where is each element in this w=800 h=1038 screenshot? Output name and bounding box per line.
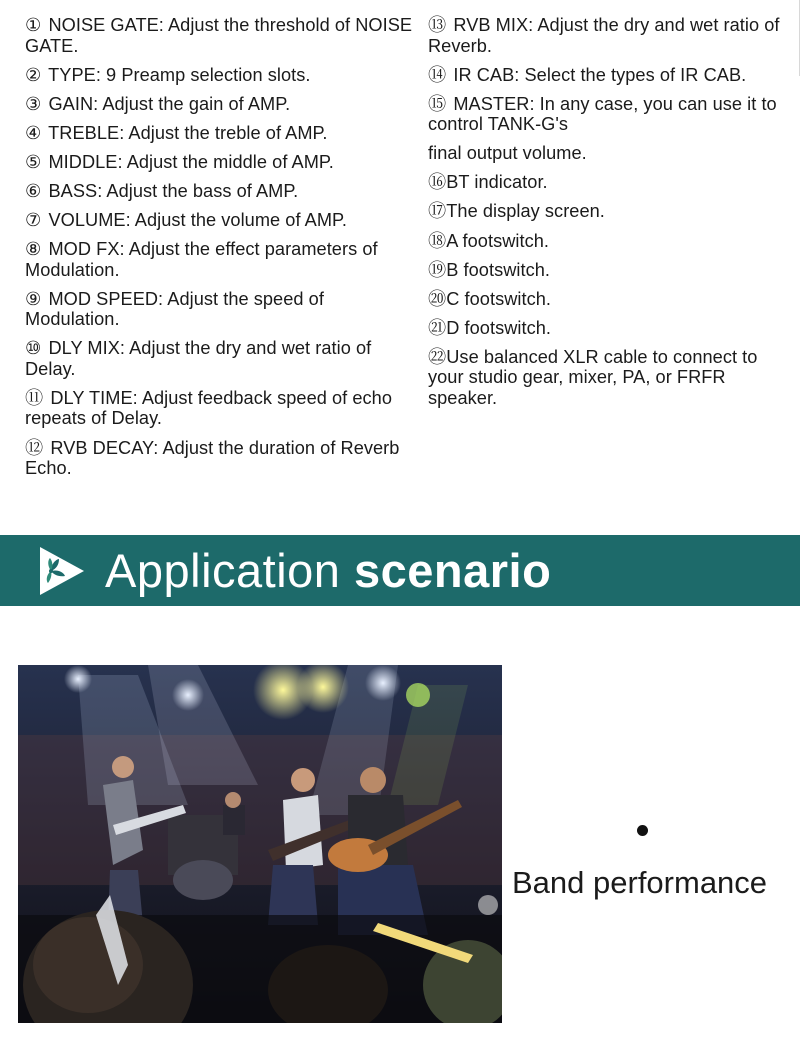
- feature-item: ⑫ RVB DECAY: Adjust the duration of Reverb Echo.: [25, 437, 400, 479]
- feature-item: ① NOISE GATE: Adjust the threshold of NOISE GATE.: [25, 15, 413, 56]
- feature-item: ⑳C footswitch.: [428, 288, 552, 309]
- feature-item: ⑲B footswitch.: [428, 259, 551, 280]
- feature-item: ⑮ MASTER: In any case, you can use it to control TANK-G's: [428, 93, 777, 135]
- feature-item: ⑪ DLY TIME: Adjust feedback speed of echo repeats of Delay.: [25, 387, 393, 429]
- feature-item: ③ GAIN: Adjust the gain of AMP.: [25, 93, 291, 114]
- feature-item: ⑯BT indicator.: [428, 172, 548, 193]
- section-banner: [0, 535, 800, 606]
- feature-item: ⑨ MOD SPEED: Adjust the speed of Modulation.: [25, 288, 324, 330]
- feature-item: ⑥ BASS: Adjust the bass of AMP.: [25, 180, 299, 201]
- caption-bullet: [637, 825, 648, 836]
- feature-item: ⑭ IR CAB: Select the types of IR CAB.: [428, 64, 747, 85]
- band-performance-photo: [18, 665, 502, 1023]
- feature-item: ㉑D footswitch.: [428, 317, 552, 338]
- section-title: Application scenario: [105, 544, 552, 597]
- feature-item: ⑦ VOLUME: Adjust the volume of AMP.: [25, 210, 347, 231]
- feature-list-left: [25, 15, 420, 487]
- feature-item: ⑱A footswitch.: [428, 230, 549, 251]
- feature-item: ⑬ RVB MIX: Adjust the dry and wet ratio of Reverb.: [428, 15, 780, 56]
- feature-item: ⑩ DLY MIX: Adjust the dry and wet ratio of Delay.: [25, 338, 372, 379]
- feature-item: ⑧ MOD FX: Adjust the effect parameters of Modulation.: [25, 239, 378, 280]
- feature-item-continuation: final output volume.: [428, 143, 587, 164]
- feature-item: ㉒Use balanced XLR cable to connect to your studio gear, mixer, PA, or FRFR speaker.: [428, 346, 758, 408]
- feature-item: ⑤ MIDDLE: Adjust the middle of AMP.: [25, 151, 334, 172]
- feature-list-right: [428, 15, 796, 417]
- play-leaf-icon: [37, 545, 87, 597]
- scenario-caption: Band performance: [512, 865, 768, 900]
- feature-item: ④ TREBLE: Adjust the treble of AMP.: [25, 122, 328, 143]
- feature-item: ⑰The display screen.: [428, 201, 605, 222]
- feature-item: ② TYPE: 9 Preamp selection slots.: [25, 64, 311, 85]
